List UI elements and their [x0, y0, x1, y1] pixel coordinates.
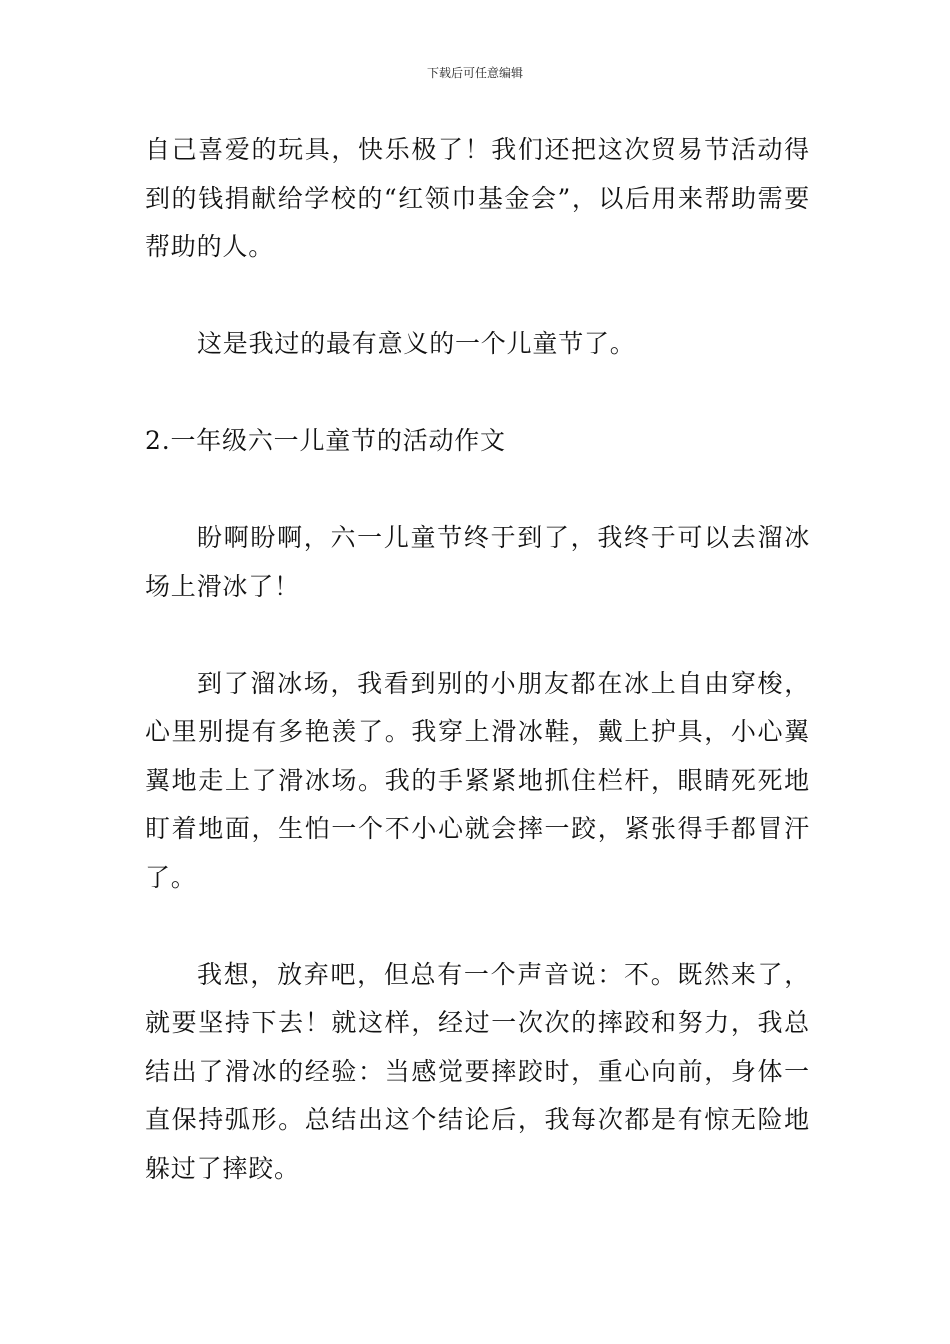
paragraph-intro: 盼啊盼啊，六一儿童节终于到了，我终于可以去溜冰场上滑冰了！ [145, 523, 810, 601]
section-heading: 2.一年级六一儿童节的活动作文 [145, 426, 506, 455]
page-header: 下载后可任意编辑 [426, 66, 523, 80]
paragraph-skating-rink: 到了溜冰场，我看到别的小朋友都在冰上自由穿梭，心里别提有多艳羡了。我穿上滑冰鞋，戴上护具，小心翼翼地走上了滑冰场。我的手紧紧地抓住栏杆，眼睛死死地盯着地面，生怕一个不小心就会摔一跤，紧张得手都冒汗了。 [145, 668, 810, 892]
document-body [145, 126, 810, 1193]
paragraph-perseverance: 我想，放弃吧，但总有一个声音说：不。既然来了，就要坚持下去！就这样，经过一次次的摔跤和努力，我总结出了滑冰的经验：当感觉要摔跤时，重心向前，身体一直保持弧形。总结出这个结论后，我每次都是有惊无险地躲过了摔跤。 [145, 959, 810, 1183]
paragraph-closing: 这是我过的最有意义的一个儿童节了。 [197, 329, 636, 358]
paragraph-continuation: 自己喜爱的玩具，快乐极了！我们还把这次贸易节活动得到的钱捐献给学校的“红领巾基金会”，以后用来帮助需要帮助的人。 [145, 135, 810, 261]
